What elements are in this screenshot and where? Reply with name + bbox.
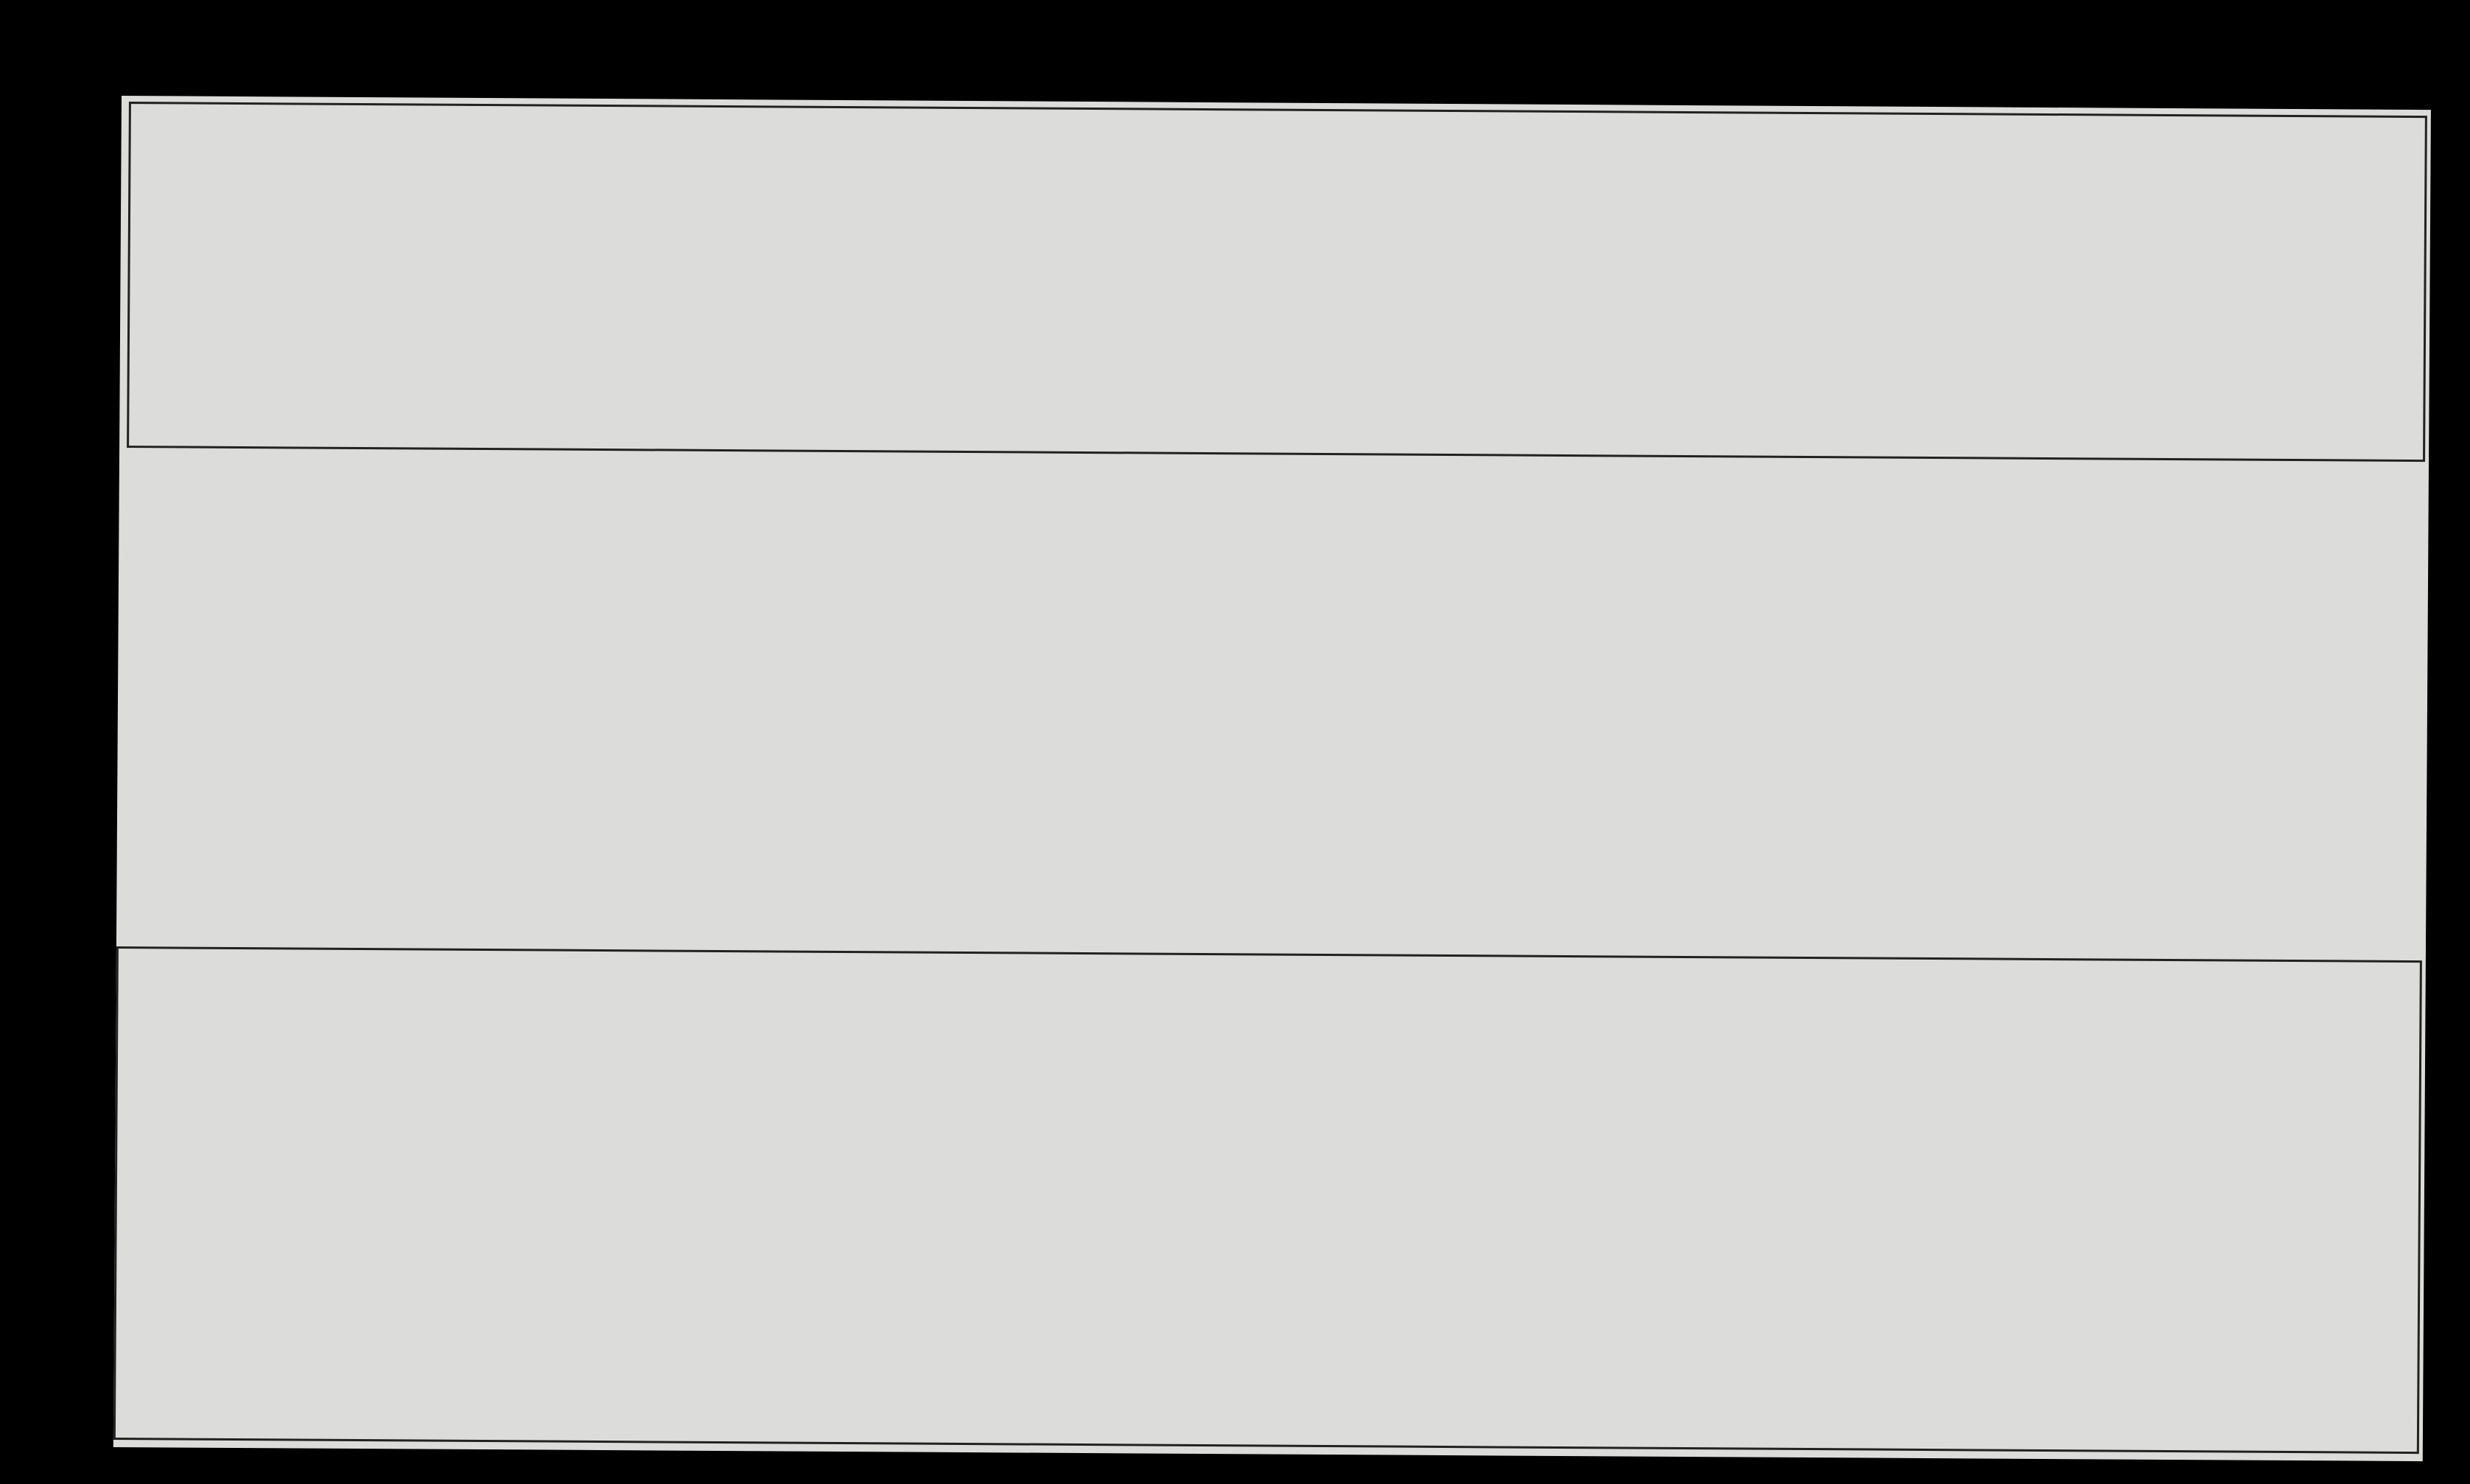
lease-table (113, 946, 2422, 1454)
middle-section (197, 450, 2425, 958)
crop-table (127, 102, 2427, 462)
census-card-sheet (113, 96, 2431, 1461)
